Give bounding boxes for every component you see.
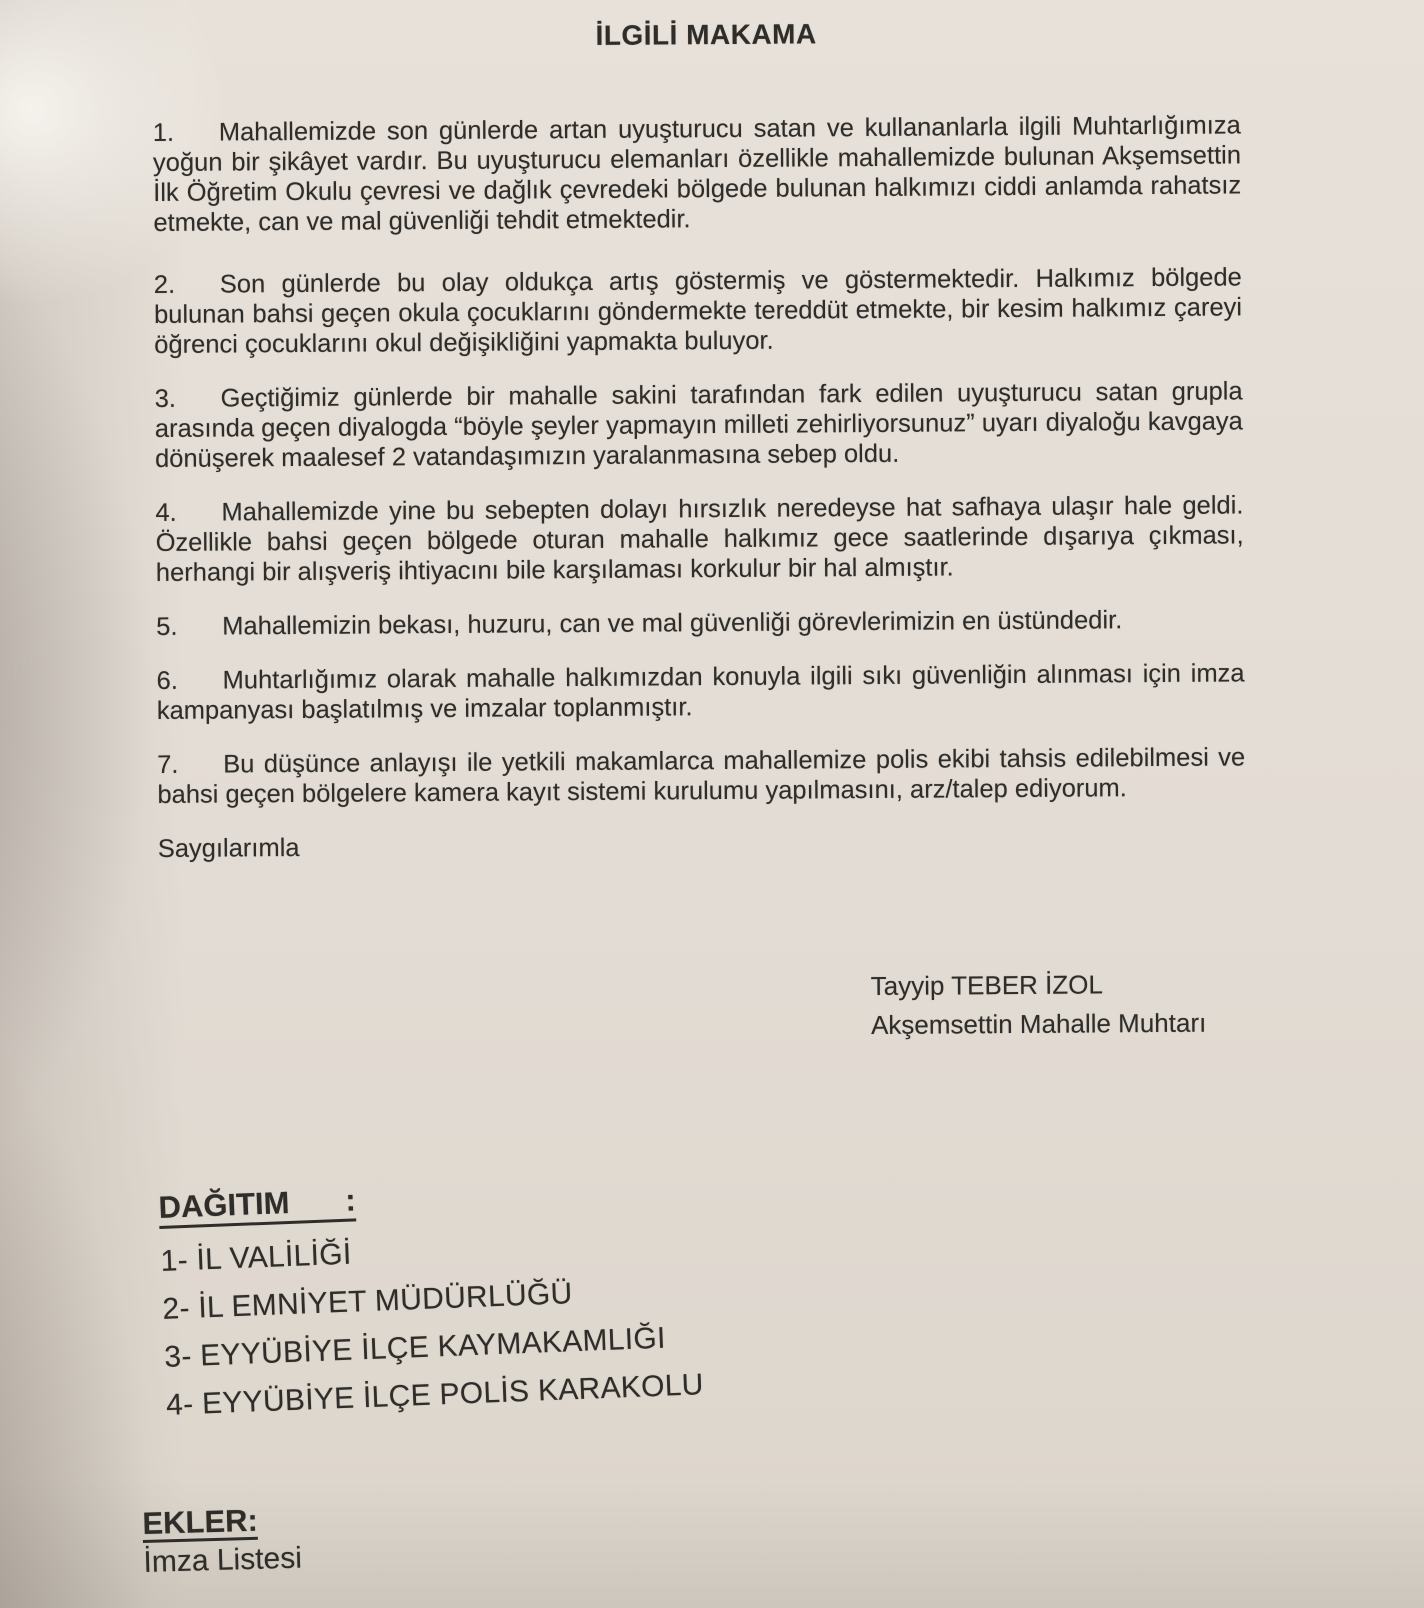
distribution-heading-gap: [290, 1211, 346, 1213]
distribution-heading-label: DAĞITIM: [157, 1184, 291, 1225]
signature-title: Akşemsettin Mahalle Muhtarı: [870, 1007, 1207, 1041]
paragraph-7-number: 7.: [157, 750, 179, 779]
paragraph-2-text: Son günlerde bu olay oldukça artış göstermiş ve göstermektedir. Halkımız bölgede bulunan bahsi geçen okula çocuklarını göndermekte tereddüt etmekte, bir kesim halkımız çareyi öğrenci çocuklarını okul değişikliğini yapmakta buluyor.: [153, 263, 1243, 359]
paragraph-6-number: 6.: [156, 666, 178, 695]
paragraph-2: [154, 262, 1243, 360]
distribution-heading: [158, 1184, 356, 1229]
paragraph-3-number: 3.: [154, 384, 177, 413]
paragraph-4-number: 4.: [155, 498, 177, 527]
paragraph-4: [155, 490, 1244, 588]
distribution-item-4: 4- EYYÜBİYE İLÇE POLİS KARAKOLU: [165, 1368, 705, 1422]
attachments-heading: EKLER:: [141, 1502, 259, 1541]
paragraph-7: [157, 742, 1245, 810]
attachments-section: [142, 1504, 302, 1580]
paragraph-5-text: Mahallemizin bekası, huzuru, can ve mal güvenliği görevlerimizin en üstündedir.: [222, 606, 1123, 641]
paragraph-1-text: Mahallemizde son günlerde artan uyuşturucu satan ve kullananlarla ilgili Muhtarlığımıza yoğun bir şikâyet vardır. Bu uyuşturucu elemanları özellikle mahallemizde bulunan Akşemsettin İlk Öğretim Okulu çevresi ve dağlık çevredeki bölgede bulunan halkımızı ciddi anlamda rahatsız etmekte, can ve mal güvenliği tehdit etmektedir.: [152, 111, 1242, 237]
distribution-section: [158, 1171, 705, 1438]
distribution-heading-colon: :: [344, 1182, 357, 1218]
paragraph-2-number: 2.: [153, 270, 176, 299]
paragraph-4-text: Mahallemizde yine bu sebepten dolayı hırsızlık neredeyse hat safhaya ulaşır hale geldi. Özellikle bahsi geçen bölgede oturan mahalle halkımız gece saatlerinde dışarıya çıkması, herhangi bir alışveriş ihtiyacını bile karşılaması korkulur bir hal almıştır.: [155, 491, 1244, 587]
paragraph-6-text: Muhtarlığımız olarak mahalle halkımızdan konuyla ilgili sıkı güvenliğin alınması için imza kampanyası başlatılmış ve imzalar toplanmıştır.: [156, 659, 1245, 725]
paragraph-5-number: 5.: [156, 612, 178, 641]
paragraph-3: [155, 376, 1244, 474]
attachment-item-1: İmza Listesi: [143, 1541, 303, 1579]
closing-line: Saygılarımla: [157, 833, 300, 863]
letter-body: [152, 14, 1247, 1050]
paragraph-7-text: Bu düşünce anlayışı ile yetkili makamlarca mahallemize polis ekibi tahsis edilebilmesi ve bahsi geçen bölgelere kamera kayıt sistemi kurulumu yapılmasını, arz/talep ediyorum.: [157, 743, 1246, 809]
page-title: İLGİLİ MAKAMA: [595, 18, 817, 51]
distribution-item-2: 2- İL EMNİYET MÜDÜRLÜĞÜ: [161, 1277, 574, 1326]
paragraph-5: [156, 604, 1244, 642]
distribution-list: [160, 1226, 704, 1421]
distribution-item-1: 1- İL VALİLİĞİ: [160, 1237, 353, 1278]
paragraph-6: [156, 658, 1244, 726]
distribution-item-3: 3- EYYÜBİYE İLÇE KAYMAKAMLIĞI: [163, 1321, 667, 1374]
paragraph-1: [153, 110, 1242, 238]
signature-block: [871, 964, 1248, 1045]
paragraph-3-text: Geçtiğimiz günlerde bir mahalle sakini tarafından fark edilen uyuşturucu satan grupla arasında geçen diyalogda “böyle şeyler yapmayın milleti zehirliyorsunuz” uyarı diyaloğu kavgaya dönüşerek maalesef 2 vatandaşımızın yaralanmasına sebep oldu.: [154, 377, 1243, 473]
paragraph-1-number: 1.: [152, 118, 175, 147]
signature-name: Tayyip TEBER İZOL: [870, 969, 1104, 1002]
